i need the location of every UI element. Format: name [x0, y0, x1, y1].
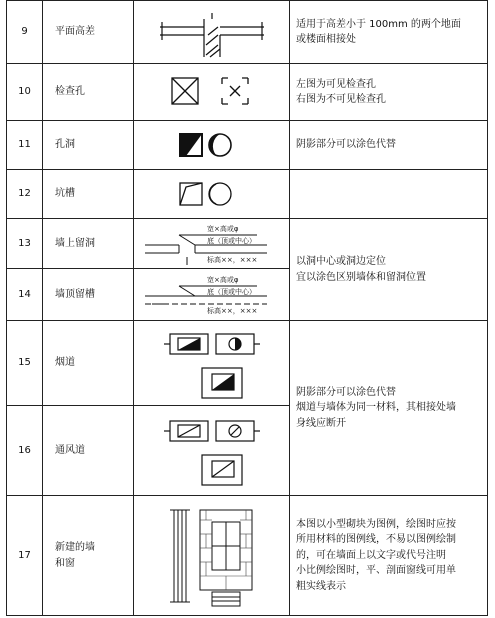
table-row [7, 64, 488, 121]
row-name: 墙上留洞 [43, 219, 134, 269]
row-number: 9 [7, 1, 43, 64]
table-row [7, 496, 488, 616]
elevation-ref-label: 底（顶或中心） [206, 287, 256, 296]
row-name: 烟道 [43, 321, 134, 406]
table-row [7, 170, 488, 219]
row-name: 墙顶留槽 [43, 269, 134, 321]
legend-table [6, 0, 488, 616]
row-note: 适用于高差小于 100mm 的两个地面 或楼面相接处 [290, 1, 488, 64]
level-difference-symbol [134, 1, 290, 64]
row-number: 15 [7, 321, 43, 406]
row-name: 新建的墙 和窗 [43, 496, 134, 616]
table-row [7, 219, 488, 269]
opening-symbol [134, 121, 290, 170]
new-wall-window-symbol [134, 496, 290, 616]
row-number: 16 [7, 406, 43, 496]
elevation-ref-label: 底（顶或中心） [206, 236, 256, 245]
table-row [7, 321, 488, 406]
flue-symbol [134, 321, 290, 406]
row-note [290, 170, 488, 219]
row-number: 11 [7, 121, 43, 170]
row-name: 孔洞 [43, 121, 134, 170]
inspection-hole-symbol [134, 64, 290, 121]
size-label: 宽×高或φ [206, 224, 238, 233]
elevation-label: 标高××，××× [206, 306, 257, 315]
row-note: 本图以小型砌块为图例，绘图时应按 所用材料的图例线，不易以图例绘制 的，可在墙面上以文字或代号注明 小比例绘图时，平、剖面窗线可用单 粗实线表示 [290, 496, 488, 616]
row-number: 14 [7, 269, 43, 321]
row-number: 10 [7, 64, 43, 121]
row-number: 17 [7, 496, 43, 616]
pit-trench-symbol [134, 170, 290, 219]
wall-opening-symbol [134, 219, 290, 269]
row-name: 通风道 [43, 406, 134, 496]
size-label: 宽×高或φ [206, 275, 238, 284]
table-row [7, 121, 488, 170]
ventilation-duct-symbol [134, 406, 290, 496]
row-note: 阴影部分可以涂色代替 [290, 121, 488, 170]
row-note: 左图为可见检查孔 右图为不可见检查孔 [290, 64, 488, 121]
row-number: 12 [7, 170, 43, 219]
wall-top-groove-symbol [134, 269, 290, 321]
row-name: 坑槽 [43, 170, 134, 219]
elevation-label: 标高××，××× [206, 255, 257, 264]
row-number: 13 [7, 219, 43, 269]
row-name: 检查孔 [43, 64, 134, 121]
row-name: 平面高差 [43, 1, 134, 64]
row-note: 以洞中心或洞边定位 宜以涂色区别墙体和留洞位置 [290, 219, 488, 321]
table-row [7, 1, 488, 64]
row-note: 阴影部分可以涂色代替 烟道与墙体为同一材料，其相接处墙 身线应断开 [290, 321, 488, 496]
